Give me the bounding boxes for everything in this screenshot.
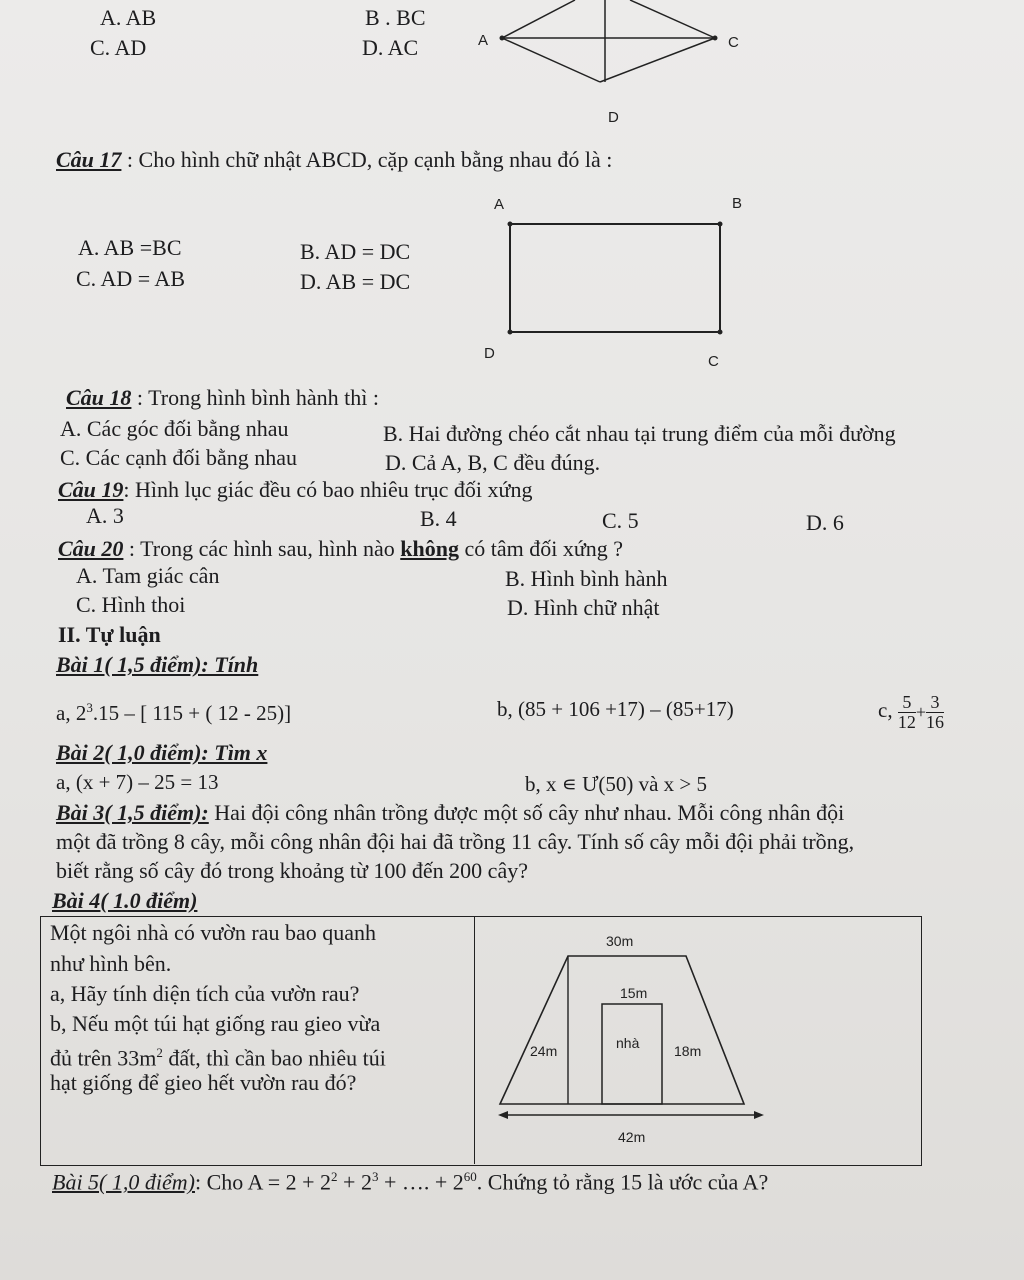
bai5-exp1: 2: [331, 1169, 338, 1184]
q20-stem: [58, 536, 623, 562]
bai1-a-post: .15 – [ 115 + ( 12 - 25)]: [92, 701, 292, 725]
top-length-label: 30m: [606, 933, 634, 949]
bai4-line1: Một ngôi nhà có vườn rau bao quanh: [50, 920, 376, 945]
q17-label: Câu 17: [56, 147, 122, 172]
garden-trapezoid: [500, 956, 744, 1104]
q18-label: Câu 18: [66, 385, 132, 410]
q17-option-c: C. AD = AB: [76, 266, 185, 291]
bai4-line5: [50, 1040, 386, 1071]
q20-option-c: C. Hình thoi: [76, 592, 186, 617]
q16-option-c: C. AD: [90, 35, 147, 60]
side-ab: [502, 0, 575, 38]
q19-stem: [58, 477, 532, 503]
q18-text: : Trong hình bình hành thì :: [131, 385, 379, 410]
bottom-length-label: 42m: [618, 1129, 646, 1145]
bai5-exp2: 3: [371, 1169, 379, 1184]
vertex-c-label: C: [728, 34, 739, 51]
bai1-c-pre: c,: [878, 698, 893, 722]
q17-option-b: B. AD = DC: [300, 239, 411, 264]
q20-text-pre: : Trong các hình sau, hình nào: [123, 536, 401, 561]
q16-option-a: A. AB: [100, 5, 157, 30]
q18-option-a: A. Các góc đối bằng nhau: [60, 416, 289, 441]
q19-text: : Hình lục giác đều có bao nhiêu trục đối xứng: [123, 477, 533, 502]
vertex-d-label: D: [608, 109, 619, 126]
bai3-line1: [56, 800, 844, 826]
q19-option-b: B. 4: [420, 506, 457, 531]
bai4-line6: hạt giống để gieo hết vườn rau đó?: [50, 1070, 357, 1095]
fraction-5-12: $\frac{5}{12}$: [897, 691, 916, 732]
side-bc: [630, 0, 715, 38]
bai1-c-plus: +: [915, 702, 926, 723]
q20-label: Câu 20: [58, 536, 124, 561]
q17-text: : Cho hình chữ nhật ABCD, cặp cạnh bằng nhau đó là :: [121, 147, 613, 172]
house-width-label: 15m: [620, 985, 648, 1001]
q20-text-post: có tâm đối xứng ?: [458, 536, 624, 561]
q20-text-bold: không: [400, 536, 459, 561]
rect-vertex-d: D: [484, 345, 495, 362]
q16-option-d: D. AC: [362, 35, 419, 60]
house-label: nhà: [616, 1035, 640, 1051]
fraction-3-16: $\frac{3}{16}$: [925, 691, 944, 732]
bai5-exp3: 60: [463, 1169, 477, 1184]
bai1-a-pre: a, 2: [56, 701, 87, 725]
bai4-table-divider: [474, 916, 475, 1164]
bai5-text-pre: : Cho A = 2 + 2: [194, 1169, 332, 1195]
bai2-part-b: b, x ∊ Ư(50) và x > 5: [525, 772, 708, 796]
q17-option-a: A. AB =BC: [78, 235, 182, 260]
q20-option-d: D. Hình chữ nhật: [507, 595, 660, 620]
bai1-a-exp: 3: [86, 700, 93, 715]
side-ad: [502, 38, 600, 82]
bai4-line3: a, Hãy tính diện tích của vườn rau?: [50, 981, 360, 1006]
bai4-line5-pre: đủ trên 33m: [50, 1045, 157, 1071]
rectangle-abcd: [510, 224, 720, 332]
q16-option-b: B . BC: [365, 5, 426, 30]
q19-label: Câu 19: [58, 477, 124, 502]
bai4-line4: b, Nếu một túi hạt giống rau gieo vừa: [50, 1011, 381, 1036]
rhombus-figure: [470, 0, 760, 130]
rectangle-figure: [480, 190, 750, 375]
garden-figure: [476, 918, 918, 1162]
q17-option-d: D. AB = DC: [300, 269, 411, 294]
bai3-line3: biết rằng số cây đó trong khoảng từ 100 đến 200 cây?: [56, 858, 528, 883]
q19-option-a: A. 3: [86, 503, 124, 528]
rect-vertex-b: B: [732, 195, 743, 212]
q17-stem: [56, 147, 612, 173]
bai5-text2: + …. + 2: [378, 1169, 464, 1195]
bai4-line5-post: đất, thì cần bao nhiêu túi: [162, 1045, 386, 1071]
bai4-line5-exp: 2: [156, 1045, 163, 1060]
bai5-text1: + 2: [337, 1169, 372, 1195]
rect-vertex-a: A: [494, 196, 505, 213]
bai5-text-post: . Chứng tỏ rằng 15 là ước của A?: [476, 1169, 769, 1195]
q18-option-c: C. Các cạnh đối bằng nhau: [60, 445, 298, 470]
bai2-title: Bài 2( 1,0 điểm): Tìm x: [56, 740, 268, 765]
q19-option-d: D. 6: [806, 510, 844, 535]
q19-option-c: C. 5: [602, 508, 639, 533]
house-rect: [602, 1004, 662, 1104]
bai5-line: [52, 1164, 768, 1195]
height-label: 24m: [530, 1043, 558, 1059]
bai1-part-b: b, (85 + 106 +17) – (85+17): [497, 697, 734, 721]
house-height-label: 18m: [674, 1043, 702, 1059]
bai2-part-a: a, (x + 7) – 25 = 13: [56, 770, 219, 794]
bai3-line2: một đã trồng 8 cây, mỗi công nhân đội hai đã trồng 11 cây. Tính số cây mỗi đội phải trồng,: [56, 829, 855, 854]
rect-vertex-c: C: [708, 353, 719, 370]
section-2-title: II. Tự luận: [58, 622, 161, 647]
bai3-title: Bài 3( 1,5 điểm):: [56, 800, 209, 825]
side-cd: [600, 38, 715, 82]
bai1-part-a: [56, 695, 291, 726]
bai4-title: Bài 4( 1.0 điểm): [52, 888, 198, 913]
q18-option-b: B. Hai đường chéo cắt nhau tại trung điểm của mỗi đường: [383, 421, 896, 446]
bai1-part-c: [878, 688, 944, 734]
q18-option-d: D. Cả A, B, C đều đúng.: [385, 450, 601, 475]
vertex-a-label: A: [478, 32, 489, 49]
bai1-title: Bài 1( 1,5 điểm): Tính: [56, 652, 259, 677]
q18-stem: [66, 385, 379, 411]
bai4-line2: như hình bên.: [50, 951, 172, 976]
bai5-title: Bài 5( 1,0 điểm): [52, 1169, 195, 1195]
bai3-text1: Hai đội công nhân trồng được một số cây như nhau. Mỗi công nhân đội: [208, 800, 845, 825]
q20-option-a: A. Tam giác cân: [76, 563, 220, 588]
q20-option-b: B. Hình bình hành: [505, 566, 668, 591]
